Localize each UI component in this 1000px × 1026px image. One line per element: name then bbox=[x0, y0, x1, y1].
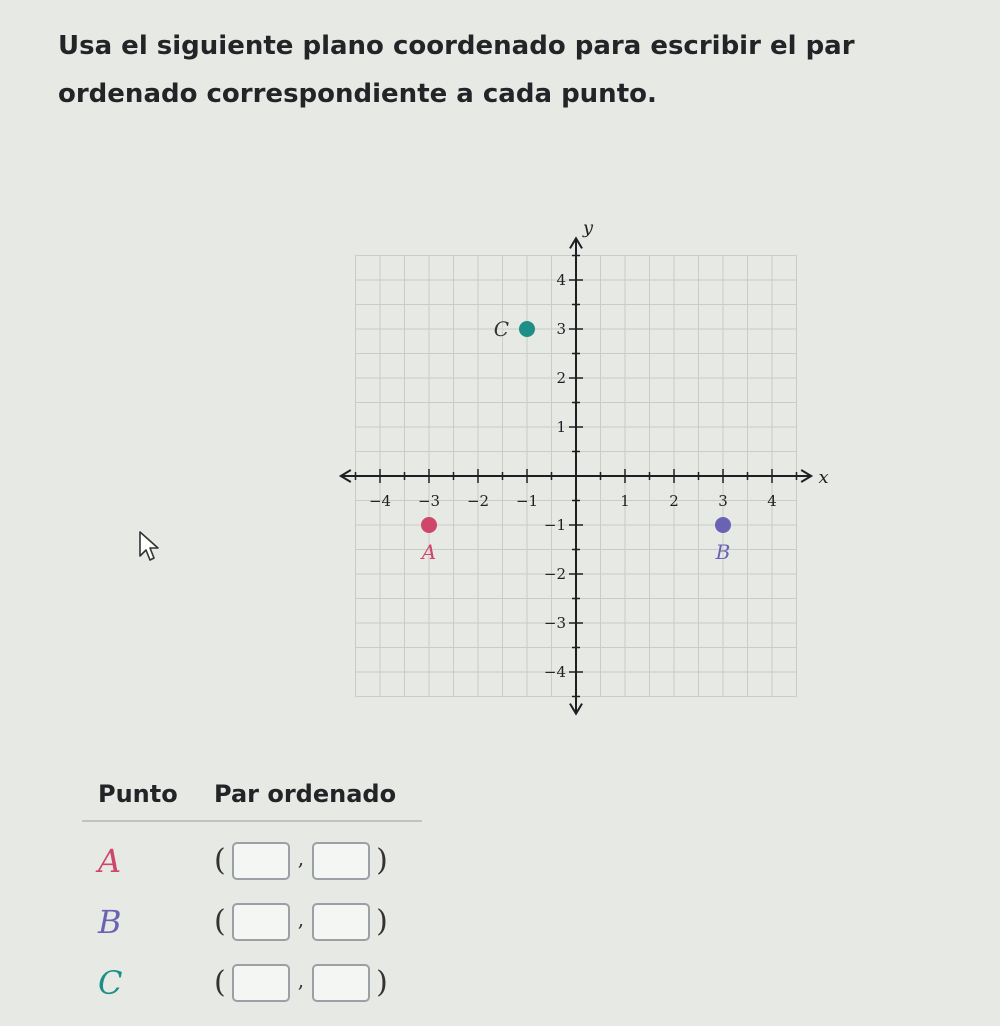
tick-labels bbox=[369, 218, 829, 682]
x-tick-label: −4 bbox=[368, 492, 392, 510]
point-c-label: C bbox=[493, 317, 509, 341]
comma: , bbox=[297, 845, 305, 870]
header-ordered-pair: Par ordenado bbox=[214, 780, 397, 808]
point-a-label: A bbox=[421, 540, 437, 564]
y-tick-label: −2 bbox=[543, 565, 566, 583]
x-tick-label: −1 bbox=[515, 492, 539, 510]
point-b-label: B bbox=[715, 540, 731, 564]
answer-table bbox=[82, 780, 422, 1013]
header-point: Punto bbox=[98, 780, 178, 808]
y-tick-label: −4 bbox=[543, 663, 566, 681]
x-tick-label: 2 bbox=[669, 492, 679, 510]
x-coordinate-input[interactable] bbox=[232, 903, 290, 941]
y-tick-label: −3 bbox=[543, 614, 566, 632]
close-paren: ) bbox=[376, 904, 388, 939]
x-tick-label: 4 bbox=[767, 492, 777, 510]
y-coordinate-input[interactable] bbox=[312, 842, 370, 880]
point-a bbox=[421, 517, 437, 533]
y-tick-label: −1 bbox=[543, 516, 566, 534]
table-row bbox=[82, 830, 422, 891]
y-tick-label: 2 bbox=[556, 369, 566, 387]
table-header bbox=[82, 780, 422, 822]
open-paren: ( bbox=[214, 904, 226, 939]
y-tick-label: 3 bbox=[556, 320, 566, 338]
y-axis-label: y bbox=[582, 217, 594, 239]
x-tick-label: −3 bbox=[417, 492, 441, 510]
x-tick-label: 3 bbox=[718, 492, 728, 510]
x-tick-label: −2 bbox=[466, 492, 490, 510]
close-paren: ) bbox=[376, 965, 388, 1000]
x-coordinate-input[interactable] bbox=[232, 964, 290, 1002]
ordered-pair bbox=[214, 842, 388, 880]
y-tick-label: 4 bbox=[556, 271, 566, 289]
point-c bbox=[519, 321, 535, 337]
open-paren: ( bbox=[214, 843, 226, 878]
question-prompt: Usa el siguiente plano coordenado para escribir el par ordenado correspondiente a cada punto. bbox=[58, 31, 855, 109]
point-name: B bbox=[98, 902, 122, 941]
y-coordinate-input[interactable] bbox=[312, 964, 370, 1002]
ordered-pair bbox=[214, 964, 388, 1002]
point-name: A bbox=[98, 841, 122, 880]
table-row bbox=[82, 952, 422, 1013]
coordinate-plane bbox=[300, 170, 860, 730]
point-b bbox=[715, 517, 731, 533]
x-coordinate-input[interactable] bbox=[232, 842, 290, 880]
ordered-pair bbox=[214, 903, 388, 941]
table-row bbox=[82, 891, 422, 952]
point-name: C bbox=[98, 963, 123, 1002]
mouse-pointer-icon bbox=[138, 530, 162, 564]
x-axis-label: x bbox=[818, 467, 829, 488]
x-tick-label: 1 bbox=[620, 492, 630, 510]
y-coordinate-input[interactable] bbox=[312, 903, 370, 941]
comma: , bbox=[297, 967, 305, 992]
open-paren: ( bbox=[214, 965, 226, 1000]
close-paren: ) bbox=[376, 843, 388, 878]
comma: , bbox=[297, 906, 305, 931]
y-tick-label: 1 bbox=[556, 418, 566, 436]
axes bbox=[341, 238, 811, 713]
